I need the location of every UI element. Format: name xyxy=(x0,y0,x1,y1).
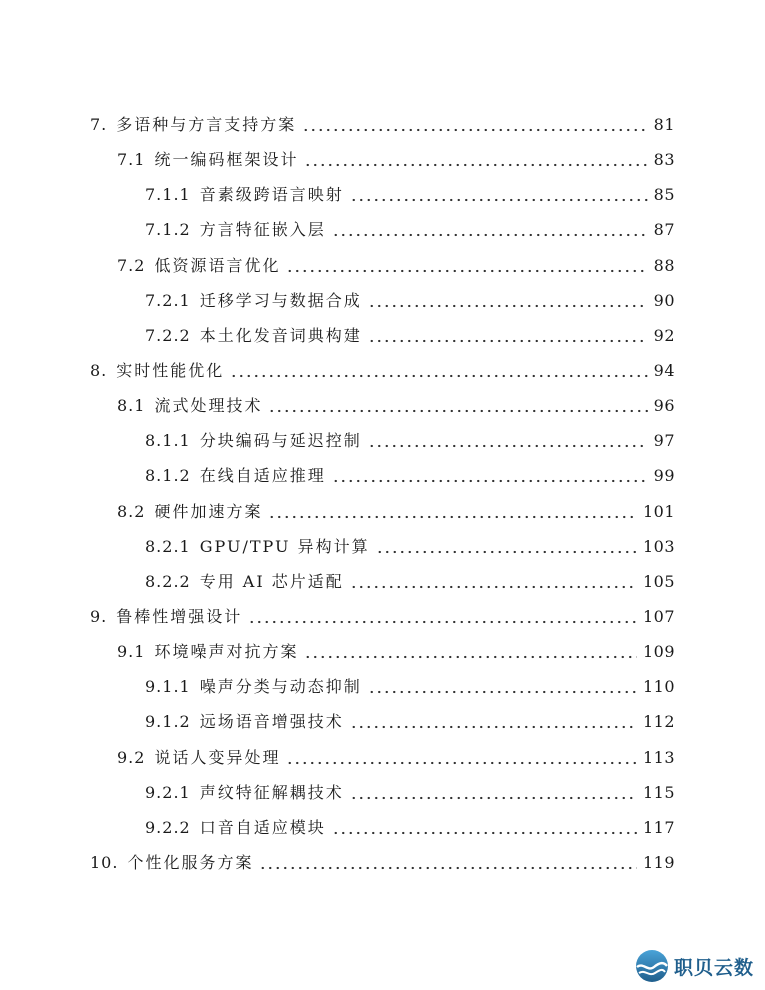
toc-entry[interactable] xyxy=(0,500,675,524)
dot-leader xyxy=(376,535,637,559)
toc-number: 8.2.2 xyxy=(145,572,191,591)
toc-page-number: 101 xyxy=(642,502,675,521)
toc-title: 多语种与方言支持方案 xyxy=(116,115,297,134)
dot-leader xyxy=(268,394,647,418)
toc-page-number: 113 xyxy=(642,748,675,767)
toc-page-number: 92 xyxy=(653,326,675,345)
toc-entry[interactable] xyxy=(0,570,675,594)
toc-page-number: 81 xyxy=(653,115,675,134)
toc-page-number: 87 xyxy=(653,220,675,239)
toc-entry[interactable] xyxy=(0,605,675,629)
toc-entry[interactable] xyxy=(0,113,675,137)
toc-number: 10. xyxy=(90,853,119,872)
toc-page-number: 119 xyxy=(642,853,675,872)
toc-number: 8.1.2 xyxy=(145,466,191,485)
toc-title: 本土化发音词典构建 xyxy=(199,326,362,345)
toc-title: 硬件加速方案 xyxy=(154,502,263,521)
toc-page-number: 85 xyxy=(653,185,675,204)
toc-entry[interactable] xyxy=(0,148,675,172)
toc-number: 7.1.1 xyxy=(145,185,191,204)
toc-entry[interactable] xyxy=(0,289,675,313)
dot-leader xyxy=(268,500,636,524)
toc-title: 在线自适应推理 xyxy=(199,466,326,485)
toc-title: 迁移学习与数据合成 xyxy=(199,291,362,310)
toc-page-number: 107 xyxy=(642,607,675,626)
toc-number: 9.2.2 xyxy=(145,818,191,837)
dot-leader xyxy=(350,781,637,805)
dot-leader xyxy=(259,851,636,875)
toc-entry[interactable] xyxy=(0,429,675,453)
toc-title: 方言特征嵌入层 xyxy=(199,220,326,239)
toc-number: 9.2.1 xyxy=(145,783,191,802)
dot-leader xyxy=(350,183,648,207)
toc-entry[interactable] xyxy=(0,394,675,418)
toc-title: 实时性能优化 xyxy=(116,361,225,380)
toc-entry[interactable] xyxy=(0,781,675,805)
toc-entry[interactable] xyxy=(0,675,675,699)
toc-entry[interactable] xyxy=(0,710,675,734)
toc-page-number: 99 xyxy=(653,466,675,485)
toc-title: GPU/TPU 异构计算 xyxy=(199,537,370,556)
toc-page-number: 109 xyxy=(642,642,675,661)
toc-number: 8.2.1 xyxy=(145,537,191,556)
toc-page-number: 96 xyxy=(653,396,675,415)
toc-title: 个性化服务方案 xyxy=(127,853,254,872)
dot-leader xyxy=(332,816,637,840)
toc-number: 7.2.2 xyxy=(145,326,191,345)
toc-page-number: 94 xyxy=(653,361,675,380)
dot-leader xyxy=(304,148,647,172)
wave-globe-icon xyxy=(634,948,670,984)
dot-leader xyxy=(302,113,647,137)
toc-title: 说话人变异处理 xyxy=(154,748,281,767)
toc-number: 9.1.2 xyxy=(145,712,191,731)
toc-title: 鲁棒性增强设计 xyxy=(116,607,243,626)
dot-leader xyxy=(248,605,637,629)
toc-number: 9.1.1 xyxy=(145,677,191,696)
toc-entry[interactable] xyxy=(0,816,675,840)
toc-page-number: 105 xyxy=(642,572,675,591)
toc-number: 8.1.1 xyxy=(145,431,191,450)
dot-leader xyxy=(332,218,648,242)
toc-number: 7.2.1 xyxy=(145,291,191,310)
toc-entry[interactable] xyxy=(0,535,675,559)
toc-page-number: 97 xyxy=(653,431,675,450)
toc-title: 流式处理技术 xyxy=(154,396,263,415)
toc-entry[interactable] xyxy=(0,640,675,664)
dot-leader xyxy=(332,464,648,488)
toc-page-number: 90 xyxy=(653,291,675,310)
dot-leader xyxy=(286,746,636,770)
toc-title: 专用 AI 芯片适配 xyxy=(199,572,344,591)
toc-title: 音素级跨语言映射 xyxy=(199,185,344,204)
toc-title: 分块编码与延迟控制 xyxy=(199,431,362,450)
toc-number: 9.2 xyxy=(117,748,146,767)
toc-page-number: 103 xyxy=(642,537,675,556)
toc-page-number: 83 xyxy=(653,150,675,169)
dot-leader xyxy=(230,359,647,383)
toc-number: 7.2 xyxy=(117,256,146,275)
toc-entry[interactable] xyxy=(0,324,675,348)
toc-page-number: 117 xyxy=(642,818,675,837)
toc-number: 9. xyxy=(90,607,108,626)
toc-title: 声纹特征解耦技术 xyxy=(199,783,344,802)
dot-leader xyxy=(368,289,648,313)
toc-entry[interactable] xyxy=(0,183,675,207)
toc-number: 9.1 xyxy=(117,642,146,661)
toc-title: 远场语音增强技术 xyxy=(199,712,344,731)
toc-number: 8. xyxy=(90,361,108,380)
toc-entry[interactable] xyxy=(0,851,675,875)
toc-title: 口音自适应模块 xyxy=(199,818,326,837)
toc-entry[interactable] xyxy=(0,746,675,770)
toc-title: 统一编码框架设计 xyxy=(154,150,299,169)
dot-leader xyxy=(286,254,647,278)
dot-leader xyxy=(368,429,648,453)
toc-number: 7. xyxy=(90,115,108,134)
dot-leader xyxy=(350,710,637,734)
dot-leader xyxy=(350,570,637,594)
toc-entry[interactable] xyxy=(0,254,675,278)
toc-entry[interactable] xyxy=(0,359,675,383)
toc-title: 低资源语言优化 xyxy=(154,256,281,275)
toc-page-number: 112 xyxy=(642,712,675,731)
toc-number: 7.1.2 xyxy=(145,220,191,239)
toc-title: 噪声分类与动态抑制 xyxy=(199,677,362,696)
toc-number: 7.1 xyxy=(117,150,146,169)
brand-logo xyxy=(634,946,765,986)
toc-page-number: 88 xyxy=(653,256,675,275)
dot-leader xyxy=(304,640,636,664)
dot-leader xyxy=(368,675,637,699)
toc-page-number: 110 xyxy=(642,677,675,696)
toc-entry[interactable] xyxy=(0,218,675,242)
toc-title: 环境噪声对抗方案 xyxy=(154,642,299,661)
toc-page-number: 115 xyxy=(642,783,675,802)
toc-number: 8.1 xyxy=(117,396,146,415)
dot-leader xyxy=(368,324,648,348)
brand-name: 职贝云数 xyxy=(674,956,755,979)
toc-number: 8.2 xyxy=(117,502,146,521)
toc-entry[interactable] xyxy=(0,464,675,488)
